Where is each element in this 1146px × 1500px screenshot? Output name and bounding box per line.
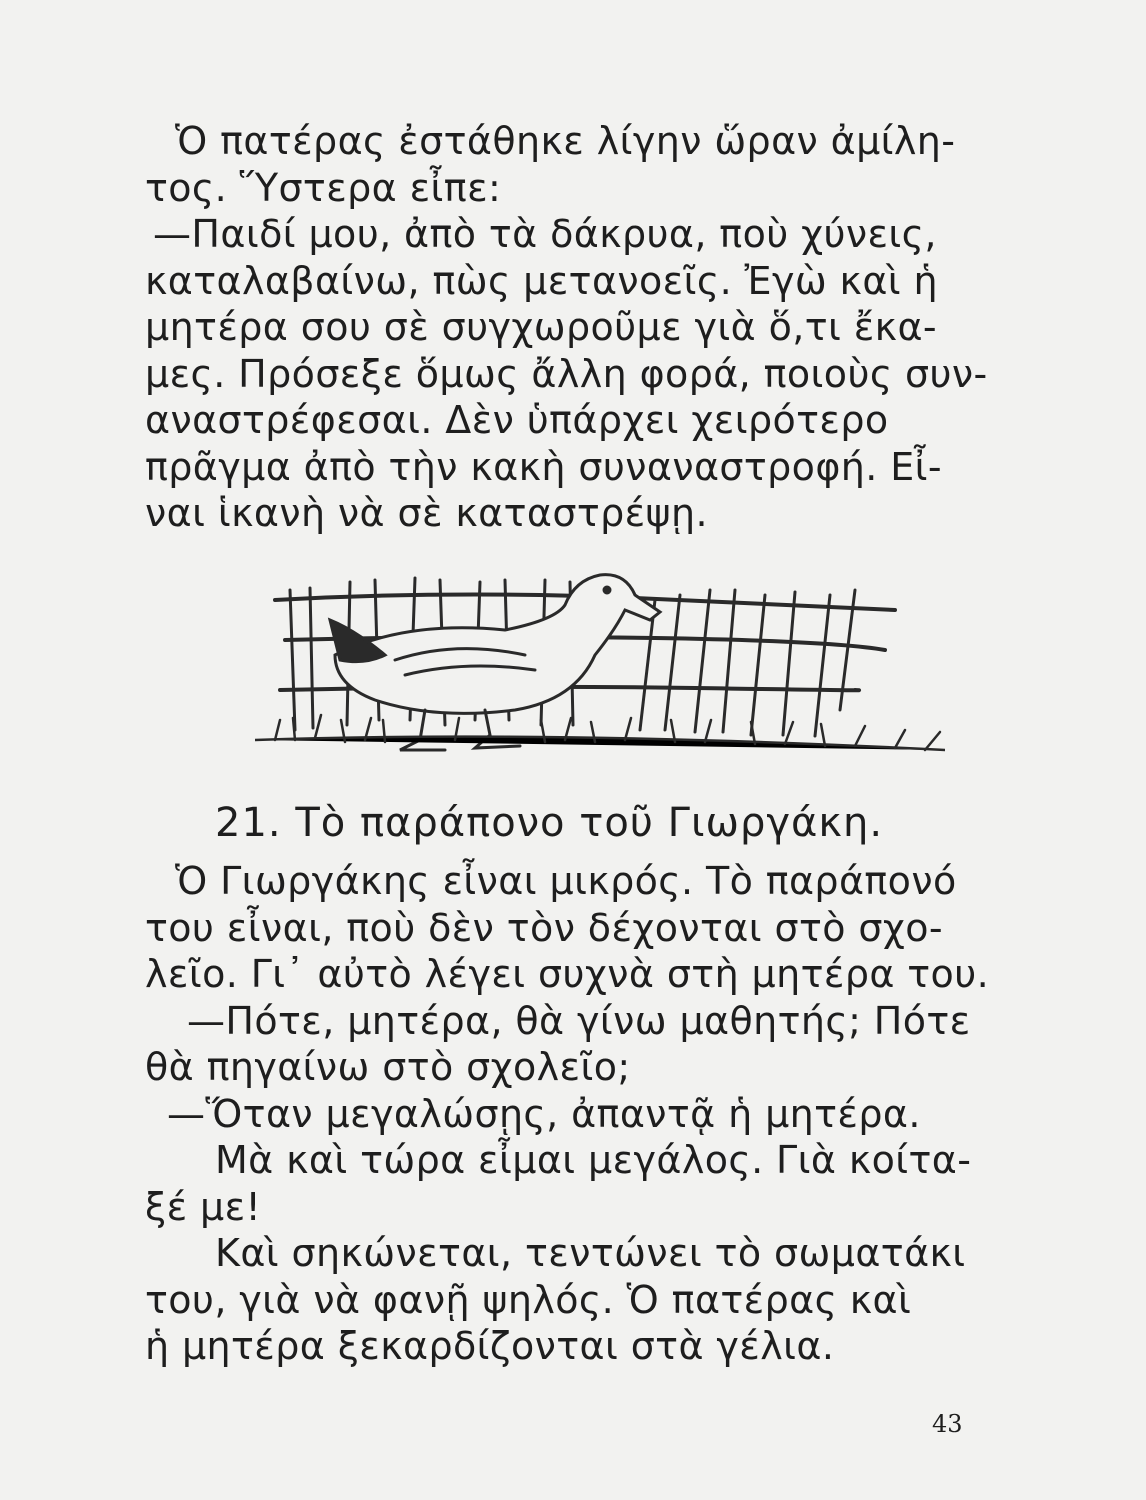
text-line: ἡ μητέρα ξεκαρδίζονται στὰ γέλια.: [145, 1324, 835, 1368]
text-line: —Παιδί μου, ἀπὸ τὰ δάκρυα, ποὺ χύνεις,: [153, 212, 937, 256]
text-line: Καὶ σηκώνεται, τεντώνει τὸ σωματάκι: [215, 1231, 966, 1275]
text-line: μητέρα σου σὲ συγχωροῦμε γιὰ ὅ,τι ἔκα-: [145, 305, 938, 349]
text-line: Ὁ Γιωργάκης εἶναι μικρός. Τὸ παράπονό: [175, 859, 957, 903]
text-line: μες. Πρόσεξε ὅμως ἄλλη φορά, ποιοὺς συν-: [145, 351, 988, 396]
text-line: του, γιὰ νὰ φανῇ ψηλός. Ὁ πατέρας καὶ: [145, 1277, 912, 1322]
text-line: Ὁ πατέρας ἐστάθηκε λίγην ὥραν ἀμίλη-: [175, 119, 956, 163]
text-line: θὰ πηγαίνω στὸ σχολεῖο;: [145, 1045, 631, 1089]
page-number: 43: [932, 1410, 963, 1438]
text-line: —Ὅταν μεγαλώσῃς, ἀπαντᾷ ἡ μητέρα.: [167, 1091, 921, 1136]
text-line: καταλαβαίνω, πὼς μετανοεῖς. Ἐγὼ καὶ ἡ: [145, 258, 939, 303]
paragraph-father-speech: [145, 118, 988, 537]
section-heading: 21. Τὸ παράπονο τοῦ Γιωργάκη.: [215, 800, 884, 846]
paragraph-giorgakis-story: [145, 858, 990, 1370]
text-line: Μὰ καὶ τώρα εἶμαι μεγάλος. Γιὰ κοίτα-: [215, 1138, 972, 1182]
text-line: —Πότε, μητέρα, θὰ γίνω μαθητής; Πότε: [187, 998, 971, 1043]
text-line: του εἶναι, ποὺ δὲν τὸν δέχονται στὸ σχο-: [145, 905, 943, 950]
text-line: αναστρέφεσαι. Δὲν ὑπάρχει χειρότερο: [145, 398, 889, 442]
text-line: πρᾶγμα ἀπὸ τὴν κακὴ συναναστροφή. Εἶ-: [145, 444, 943, 489]
text-line: τος. Ὕστερα εἶπε:: [145, 165, 502, 210]
duck-by-fence-icon: [255, 560, 945, 760]
text-line: ναι ἱκανὴ νὰ σὲ καταστρέψῃ.: [145, 491, 708, 535]
text-line: λεῖο. Γι᾽ αὐτὸ λέγει συχνὰ στὴ μητέρα του.: [145, 952, 990, 996]
text-line: ξέ με!: [145, 1184, 262, 1229]
